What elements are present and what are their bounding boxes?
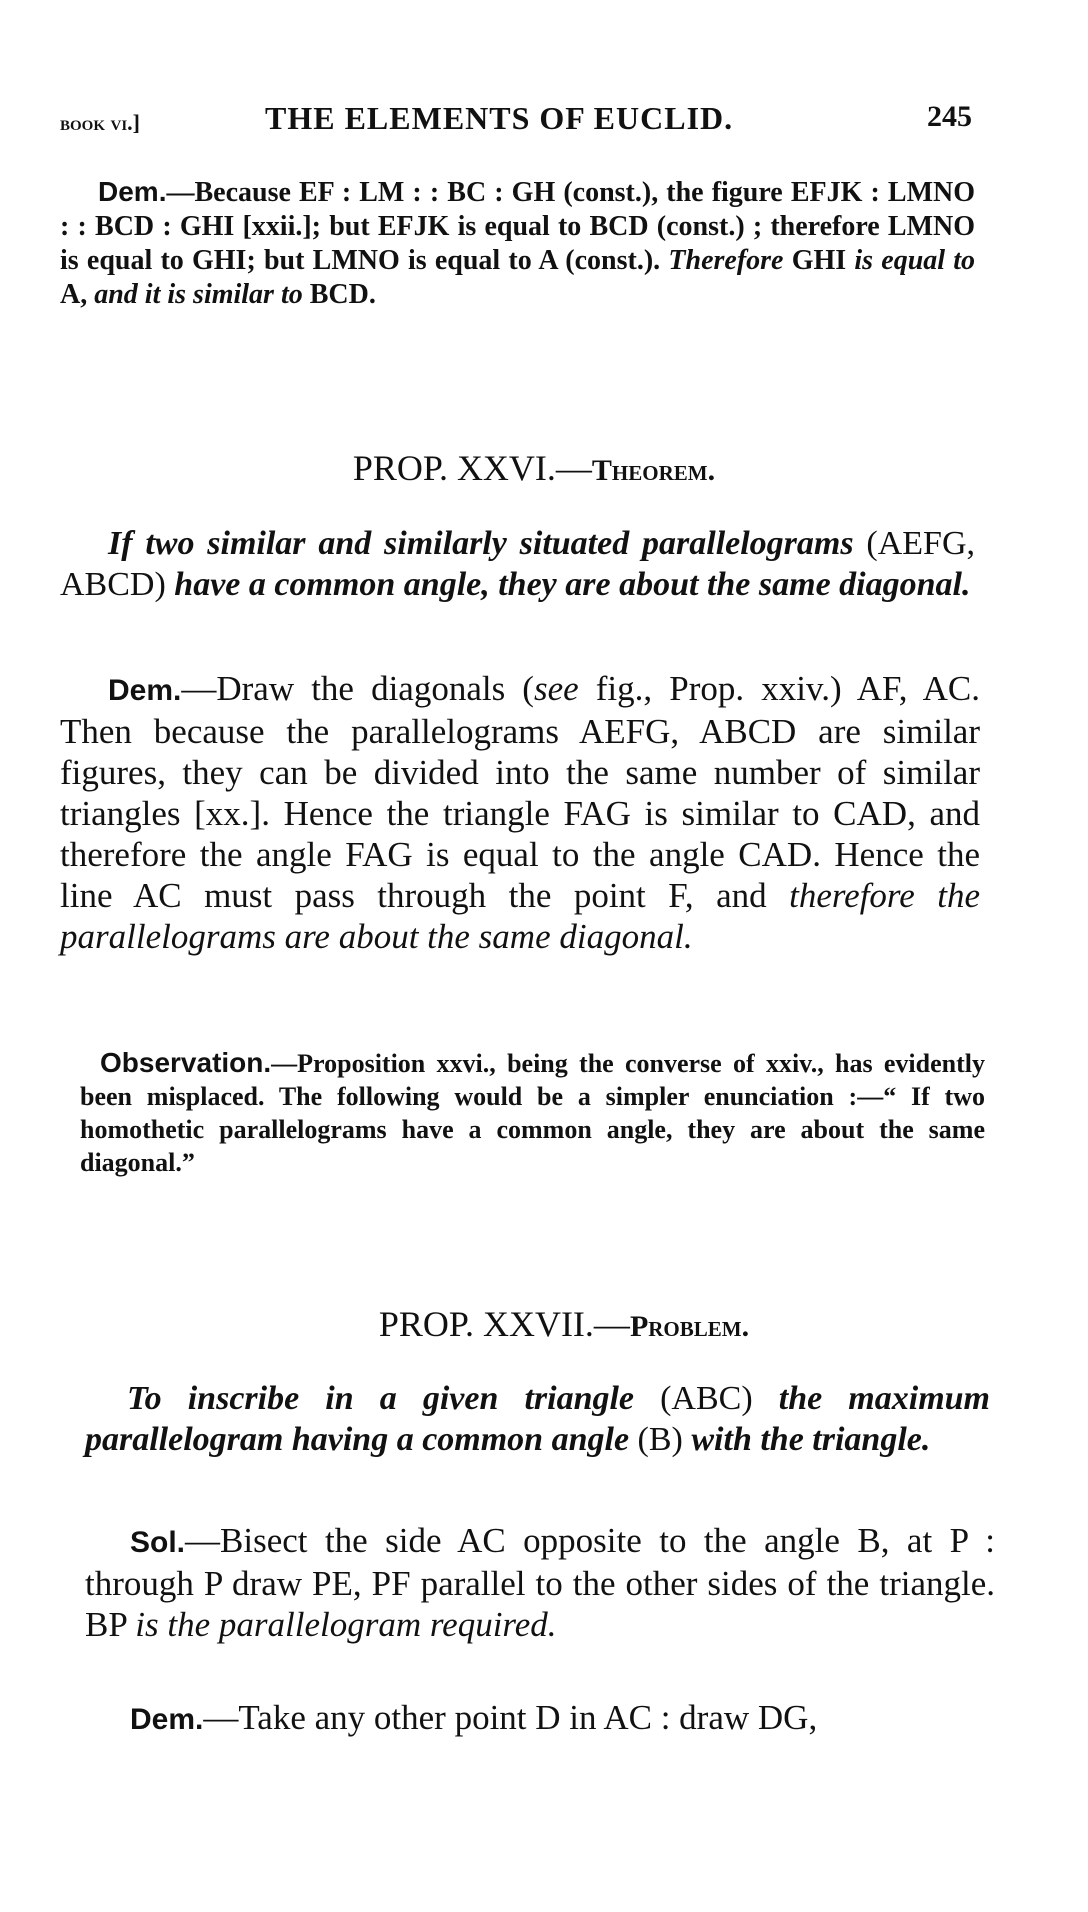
- enun-text: (B): [637, 1421, 683, 1458]
- book-title: THE ELEMENTS OF EUCLID.: [265, 100, 734, 136]
- dem-label: Dem.: [108, 674, 182, 707]
- sol-label: Sol.: [130, 1526, 186, 1559]
- prop26-enunciation: [60, 523, 975, 605]
- prop26-demonstration: [60, 668, 980, 957]
- enun-italic: have a common angle, they are about the same diagonal.: [174, 566, 971, 603]
- enun-text: (AEFG, ABCD): [60, 525, 976, 603]
- prop-heading-text: PROP. XXVII.—: [378, 1304, 630, 1344]
- conclusion-italic: Therefore: [668, 245, 784, 276]
- dem-label: Dem.: [130, 1703, 204, 1736]
- observation-label: Observation.: [100, 1047, 272, 1078]
- conclusion-text: A,: [60, 279, 88, 310]
- enun-italic: If two similar and similarly situated parallelograms: [108, 525, 854, 562]
- prop27-heading: [20, 1303, 1088, 1345]
- book-label: book vi.]: [60, 110, 141, 135]
- enun-italic: the maximum parallelogram having a common angle: [85, 1380, 990, 1458]
- prop-heading-text: PROP. XXVI.—: [352, 448, 592, 488]
- conclusion-text: BCD.: [309, 279, 376, 310]
- conclusion-italic: is equal to: [854, 245, 976, 276]
- conclusion-italic: and it is similar to: [94, 279, 303, 310]
- prop27-demonstration: [85, 1697, 995, 1740]
- dem-italic: see: [533, 669, 579, 708]
- prop27-solution: [85, 1520, 995, 1645]
- dem-label: Dem.: [98, 176, 167, 207]
- enun-italic: with the triangle.: [691, 1421, 931, 1458]
- dem-text: —Take any other point D in AC : draw DG,: [203, 1698, 818, 1737]
- prop27-enunciation: [85, 1378, 990, 1460]
- prop26-heading: [0, 447, 1078, 489]
- prop-kind: Problem.: [629, 1310, 750, 1343]
- enun-text: (ABC): [660, 1380, 753, 1417]
- observation-text: —Proposition xxvi., being the converse of xxiv., has evidently been misplaced. The following would be a simpler enunciation :—“ If two homothetic parallelograms have a common angle, they are about the same diagonal.”: [80, 1049, 985, 1177]
- sol-text: —Bisect the side AC opposite to the angle B, at P : through P draw PE, PF parallel to the other sides of the triangle. BP: [85, 1521, 995, 1644]
- demonstration-prop25-end: [60, 175, 975, 312]
- page-number: 245: [927, 100, 972, 133]
- prop-kind: Theorem.: [591, 454, 716, 487]
- running-header: [60, 100, 980, 140]
- dem-italic: therefore the parallelograms are about the same diagonal.: [60, 876, 980, 956]
- conclusion-text: GHI: [791, 245, 847, 276]
- dem-text: —Draw the diagonals (: [181, 669, 534, 708]
- dem-text: fig., Prop. xxiv.) AF, AC. Then because the parallelograms AEFG, ABCD are similar figures, they can be divided into the same number of similar triangles [xx.]. Hence the triangle FAG is similar to CAD, and therefore the angle FAG is equal to the angle CAD. Hence the line AC must pass through the point F, and: [60, 669, 980, 915]
- prop26-observation: [80, 1046, 985, 1179]
- enun-italic: To inscribe in a given triangle: [127, 1380, 635, 1417]
- dem-text: —Because EF : LM : : BC : GH (const.), the figure EFJK : LMNO : : BCD : GHI [xxii.]; but EFJK is equal to BCD (const.) ; therefore LMNO is equal to GHI; but LMNO is equal to A (const.).: [60, 177, 975, 276]
- sol-italic: is the parallelogram required.: [135, 1605, 557, 1644]
